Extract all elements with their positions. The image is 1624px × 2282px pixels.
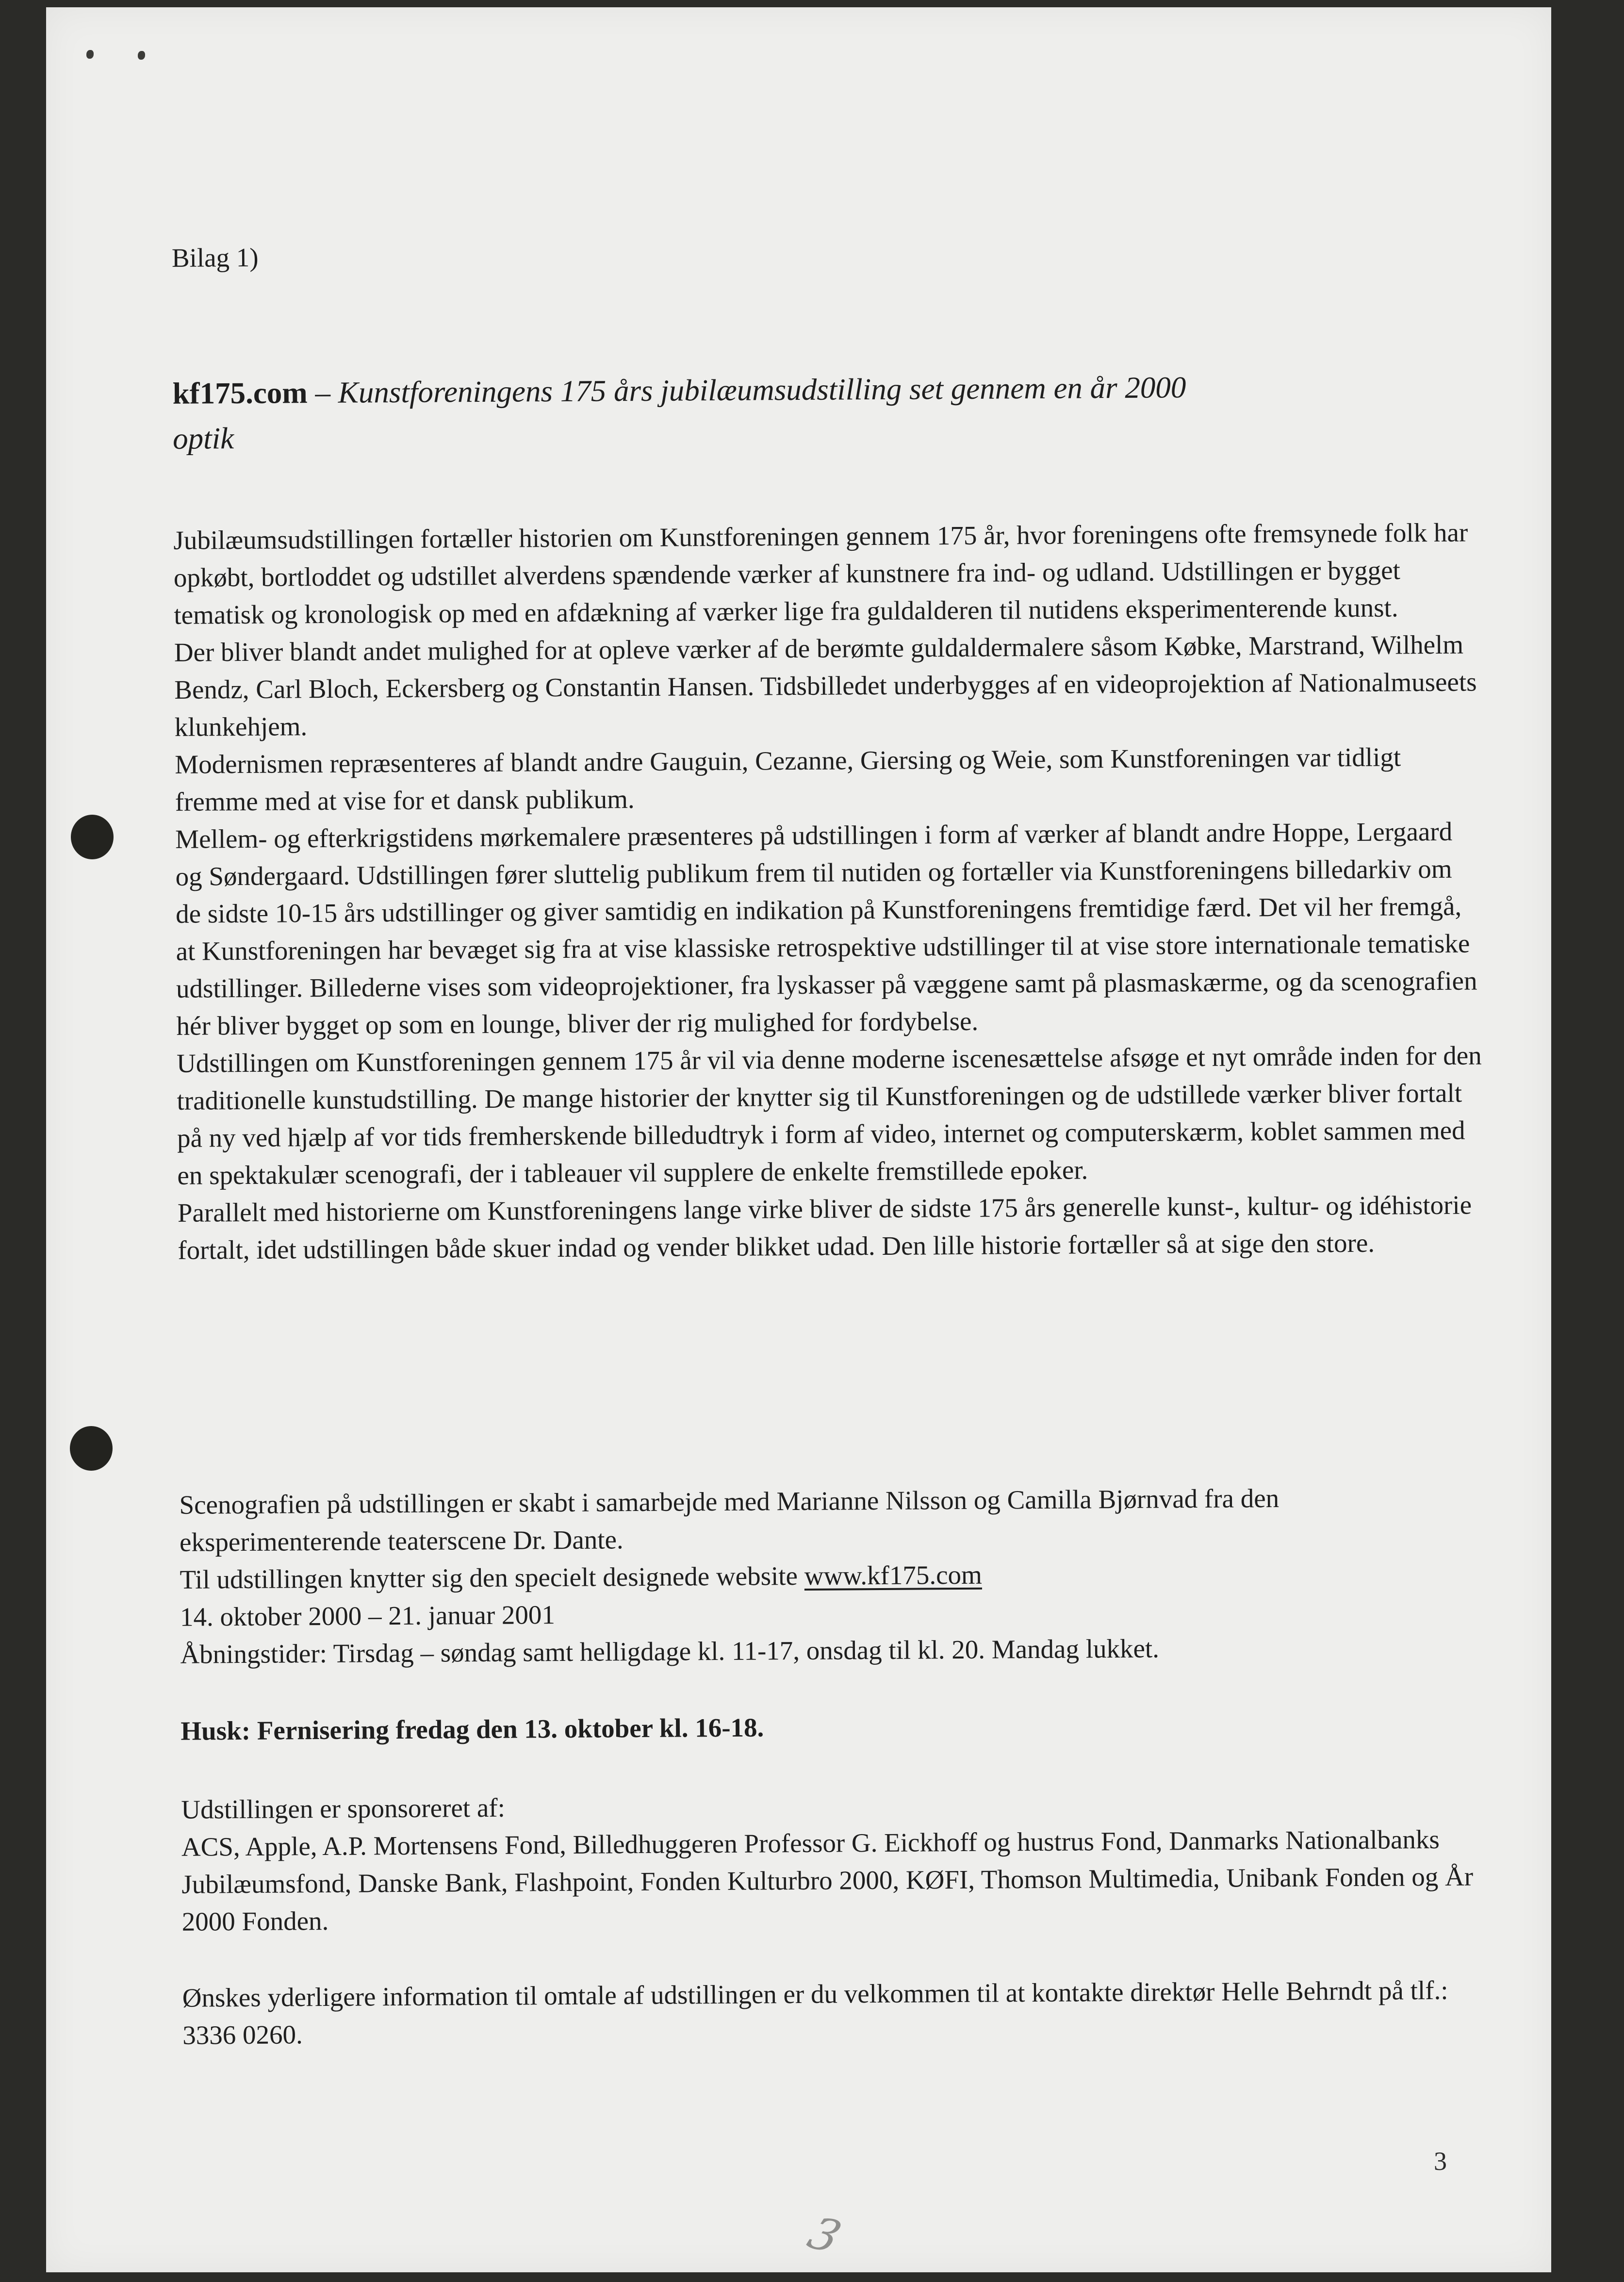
document-page [46,7,1551,2272]
title-site-name: kf175.com [172,376,308,410]
title-subtitle: – Kunstforeningens 175 års jubilæumsudstilling set gennem en år 2000 [315,370,1186,410]
attachment-label-block [172,231,1479,276]
scenography-note: Scenografien på udstillingen er skabt i samarbejde med Marianne Nilsson og Camilla Bjørnvad fra den eksperimenterende teaterscene Dr. Dante. [179,1483,1280,1557]
document-title [172,363,1480,461]
sponsor-list: ACS, Apple, A.P. Mortensens Fond, Billedhuggeren Professor G. Eickhoff og hustrus Fond, Danmarks Nationalbanks Jubilæumsfond, Danske Bank, Flashpoint, Fonden Kulturbro 2000, KØFI, Thomson Multimedia, Unibank Fonden og År 2000 Fonden. [181,1824,1474,1937]
reminder-block [180,1704,1488,1749]
exhibition-dates: 14. oktober 2000 – 21. januar 2001 [180,1600,556,1632]
website-link[interactable]: www.kf175.com [804,1560,983,1591]
opening-hours: Åbningstider: Tirsdag – søndag samt helligdage kl. 11-17, onsdag til kl. 20. Mandag lukket. [180,1633,1160,1669]
website-line-prefix: Til udstillingen knytter sig den specielt designede website [180,1560,804,1594]
handwritten-page-mark: 3 [801,2207,848,2263]
paragraph: Der bliver blandt andet mulighed for at opleve værker af de berømte guldaldermalere såsom Købke, Marstrand, Wilhelm Bendz, Carl Bloch, Eckersberg og Constantin Hansen. Tidsbilledet underbygges af en videoprojektion af Nationalmuseets klunkehjem. [174,629,1477,742]
reminder-line: Husk: Fernisering fredag den 13. oktober kl. 16-18. [180,1712,764,1746]
paragraph: Modernismen repræsenteres af blandt andre Gauguin, Cezanne, Giersing og Weie, som Kunstforeningen var tidligt fremme med at vise for et dansk publikum. [175,742,1401,817]
title-subtitle-line2: optik [172,421,234,456]
body-text [173,513,1485,1268]
page-content [39,3,1558,2277]
contact-note: Ønskes yderligere information til omtale af udstillingen er du velkommen til at kontakte direktør Helle Behrndt på tlf.: 3336 0260. [182,1975,1448,2050]
attachment-label: Bilag 1) [171,242,259,273]
paragraph: Mellem- og efterkrigstidens mørkemalere præsenteres på udstillingen i form af værker af blandt andre Hoppe, Lergaard og Søndergaard. Udstillingen fører sluttelig publikum frem til nutiden og fortæller via Kunstforeningens billedarkiv om de sidste 10-15 års udstillinger og giver samtidig en indikation på Kunstforeningens fremtidige færd. Det vil her fremgå, at Kunstforeningen har bevæget sig fra at vise klassiske retrospektive udstillinger til at vise store internationale tematiske udstillinger. Billederne vises som videoprojektioner, fra lyskasser på væggene samt på plasmaskærme, og da scenografien hér bliver bygget op som en lounge, bliver der rig mulighed for fordybelse. [175,816,1477,1041]
contact-section [182,1971,1491,2053]
paragraph: Jubilæumsudstillingen fortæller historien om Kunstforeningen gennem 175 år, hvor foreningens ofte fremsynede folk har opkøbt, bortloddet og udstillet alverdens spændende værker af kunstnere fra ind- og udland. Udstillingen er bygget tematisk og kronologisk op med en afdækning af værker lige fra guldalderen til nutidens eksperimenterende kunst. [173,517,1468,630]
sponsor-intro: Udstillingen er sponsoreret af: [181,1792,506,1824]
paragraph: Udstillingen om Kunstforeningen gennem 175 år vil via denne moderne iscenesættelse afsøge et nyt område inden for den traditionelle kunstudstilling. De mange historier der knytter sig til Kunstforeningen og de udstillede værker bliver fortalt på ny ved hjælp af vor tids fremherskende billedudtryk i form af video, internet og computerskærm, koblet sammen med en spektakulær scenografi, der i tableauer vil supplere de enkelte fremstillede epoker. [176,1040,1482,1190]
practical-info [179,1478,1488,1673]
page-number: 3 [1434,2147,1447,2176]
paragraph: Parallelt med historierne om Kunstforeningens lange virke bliver de sidste 175 års generelle kunst-, kultur- og idéhistorie fortalt, idet udstillingen både skuer indad og vender blikket udad. Den lille historie fortæller så at sige den store. [177,1190,1472,1265]
sponsor-section [181,1783,1490,1940]
